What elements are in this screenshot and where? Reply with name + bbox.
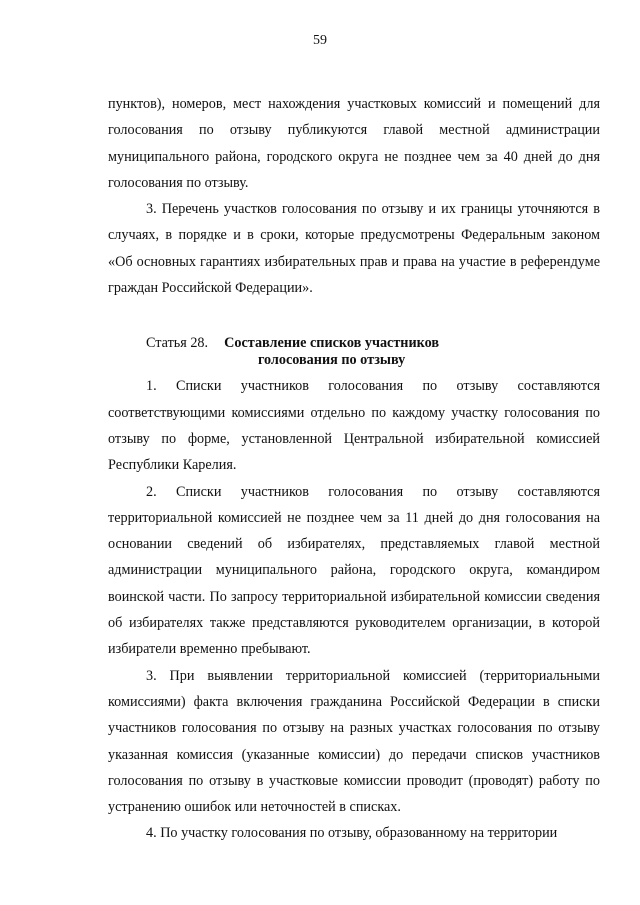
paragraph-item-1-lists: 1. Списки участников голосования по отзыву составляются соответствующими комиссиями отдельно по каждому участку голосования по отзыву по форме, установленной Центральной избирательной комиссией Республики Карелия. (108, 378, 600, 474)
paragraph-continuation: пунктов), номеров, мест нахождения участковых комиссий и помещений для голосования по отзыву публикуются главой местной администрации муниципального района, городского округа не позднее чем за 40 дней до дня голосования по отзыву. (108, 96, 600, 191)
paragraph-item-4-territory: 4. По участку голосования по отзыву, образованному на территории (146, 825, 558, 842)
paragraph-item-2-territorial-commission: 2. Списки участников голосования по отзыву составляются территориальной комиссией не позднее чем за 11 дней до дня голосования на основании сведений об избирателях, представляемых главой местной администрации муниципального района, городского округа, командиром воинской части. По запросу территориальной избирательной комиссии сведения об избирателях также представляются руководителем организации, в которой избиратели временно пребывают. (108, 483, 600, 658)
document-body (108, 91, 600, 847)
article-number: Статья 28. (146, 335, 212, 352)
page-number: 59 (313, 33, 327, 48)
paragraph-item-3-duplicate-inclusion: 3. При выявлении территориальной комиссией (территориальными комиссиями) факта включения гражданина Российской Федерации в списки участников голосования по отзыву на разных участках голосования по отзыву указанная комиссия (указанные комиссии) до передачи списков участников голосования по отзыву в участковые комиссии проводит (проводят) работу по устранению ошибок или неточностей в списках. (108, 667, 600, 816)
paragraph-item-3-polling-stations: 3. Перечень участков голосования по отзыву и их границы уточняются в случаях, в порядке и в сроки, которые предусмотрены Федеральным законом «Об основных гарантиях избирательных прав и права на участие в референдуме граждан Российской Федерации». (108, 201, 600, 297)
article-heading (108, 335, 600, 369)
article-title: Составление списков участников голосования по отзыву (224, 335, 440, 369)
